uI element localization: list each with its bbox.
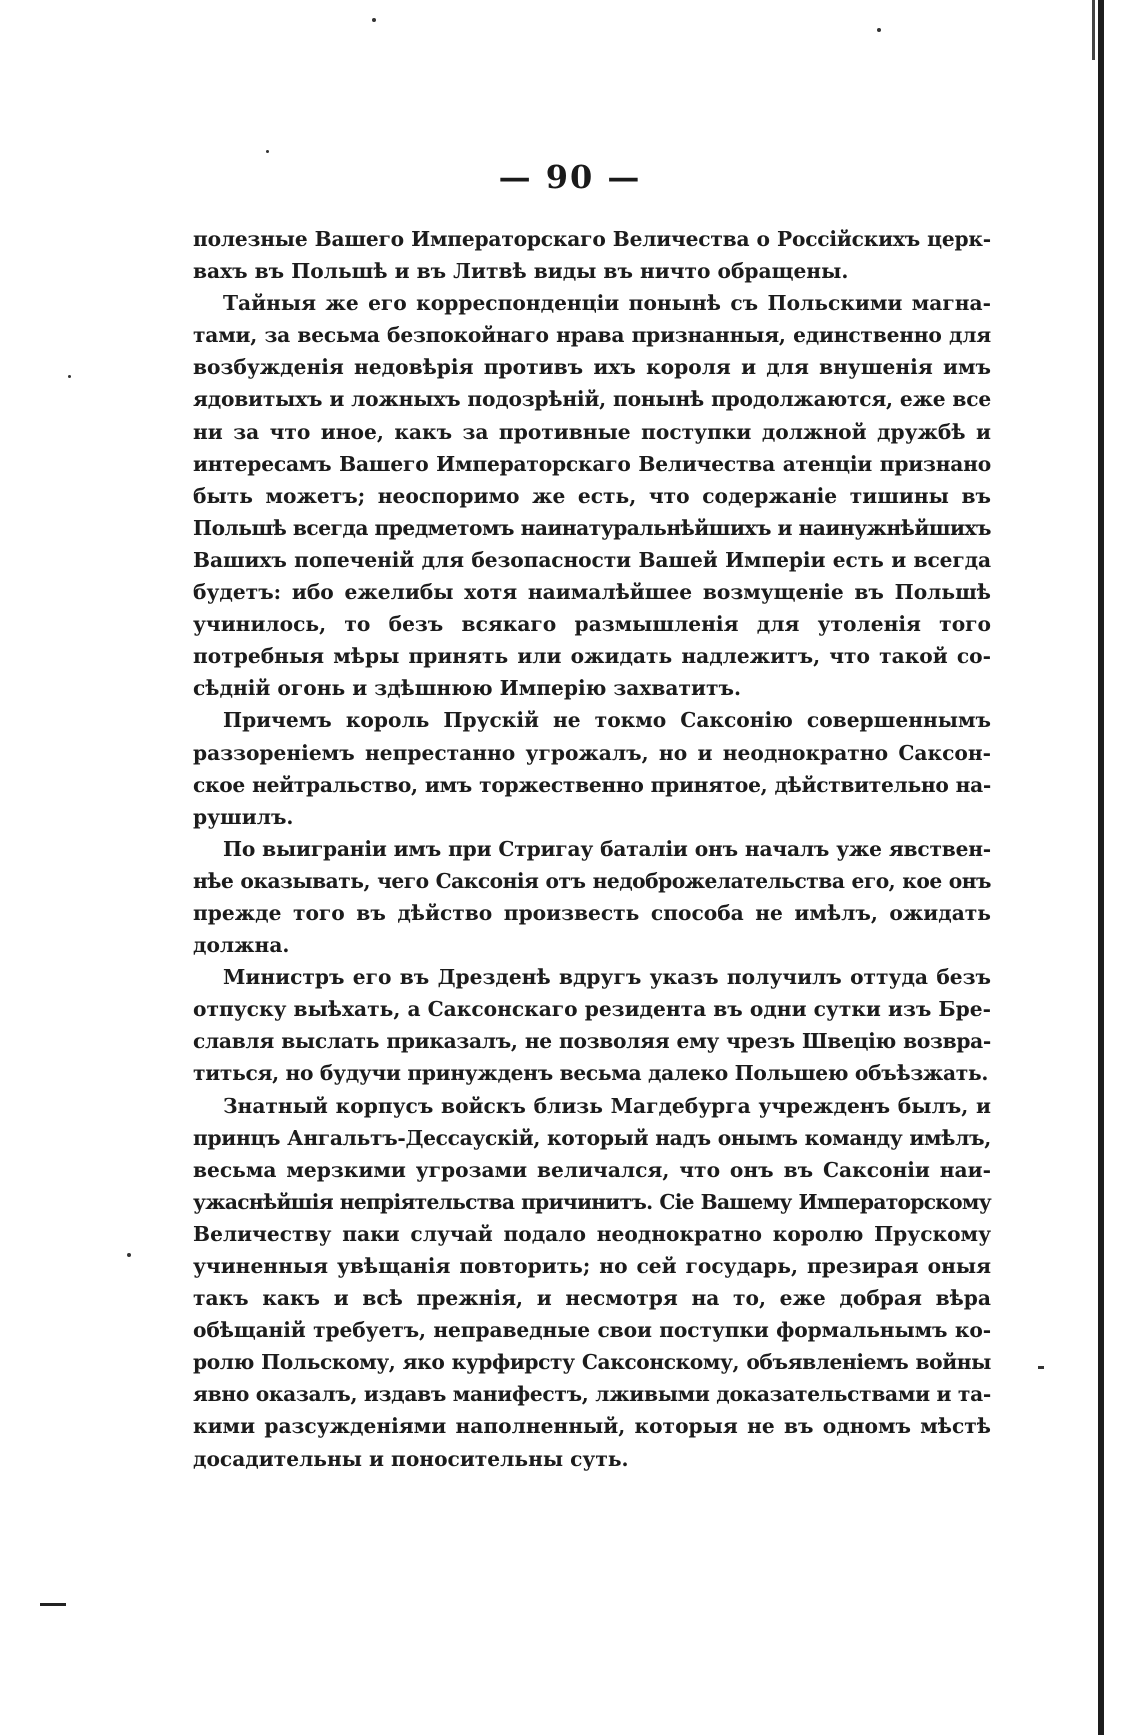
paragraph [193, 704, 991, 832]
paragraph [193, 961, 991, 1089]
text-line: славля выслать приказалъ, не позволяя ему чрезъ Швецію возвра- [193, 1029, 991, 1054]
text-line: будетъ: ибо ежелибы хотя наималѣйшее возмущеніе въ Польшѣ [193, 580, 991, 605]
text-line: сѣдній огонь и здѣшнюю Имперію захватитъ. [193, 676, 741, 701]
text-line: По выиграніи имъ при Стригау баталіи онъ началъ уже явствен- [223, 836, 991, 861]
text-line: отпуску выѣхать, а Саксонскаго резидента въ одни сутки изъ Бре- [193, 997, 991, 1022]
text-line: титься, но будучи принужденъ весьма далеко Польшею объѣзжать. [193, 1061, 989, 1086]
text-line: вахъ въ Польшѣ и въ Литвѣ виды въ ничто обращены. [193, 259, 849, 284]
text-line: Знатный корпусъ войскъ близь Магдебурга учрежденъ былъ, и [223, 1093, 991, 1118]
text-line: прежде того въ дѣйство произвесть способа не имѣлъ, ожидать [193, 900, 991, 925]
text-line: возбужденія недовѣрія противъ ихъ короля и для внушенія имъ [193, 355, 991, 380]
text-line: учиненныя увѣщанія повторить; но сей государь, презирая оныя [193, 1254, 991, 1278]
binding-edge-mark [1092, 0, 1095, 60]
text-line: Тайныя же его корреспонденціи понынѣ съ Польскими магна- [223, 291, 991, 316]
margin-mark [1038, 1366, 1044, 1369]
paragraph [193, 833, 991, 961]
margin-mark [40, 1603, 66, 1606]
print-speck [372, 18, 376, 22]
text-line: Величеству паки случай подало неоднократно королю Прускому [193, 1221, 991, 1246]
text-line: раззореніемъ непрестанно угрожалъ, но и неоднократно Саксон- [193, 740, 991, 765]
text-line: полезные Вашего Императорскаго Величества о Россійскихъ церк- [193, 227, 991, 251]
text-line: Польшѣ всегда предметомъ наинатуральнѣйшихъ и наинужнѣйшихъ [193, 515, 992, 540]
text-line: ядовитыхъ и ложныхъ подозрѣній, понынѣ продолжаются, еже все [193, 387, 991, 412]
paragraph [193, 1090, 991, 1475]
text-line: весьма мерзкими угрозами величался, что онъ въ Саксоніи наи- [193, 1157, 991, 1182]
text-line: кими разсужденіями наполненный, которыя не въ одномъ мѣстѣ [193, 1414, 991, 1439]
text-line: такъ какъ и всѣ прежнія, и несмотря на то, еже добрая вѣра [193, 1286, 991, 1311]
paragraph [193, 287, 991, 704]
print-speck [68, 375, 71, 378]
text-line: досадительны и поносительны суть. [193, 1446, 629, 1471]
body-text [193, 223, 991, 1475]
text-line: рушилъ. [193, 804, 294, 829]
print-speck [877, 28, 881, 32]
text-line: Причемъ король Прускій не токмо Саксонію совершеннымъ [223, 708, 991, 733]
text-line: ужаснѣйшія непріятельства причинитъ. Сіе Вашему Императорскому [193, 1189, 991, 1214]
text-line: учинилось, то безъ всякаго размышленія для утоленія того [193, 612, 991, 637]
text-line: ни за что иное, какъ за противные поступки должной дружбѣ и [193, 419, 991, 444]
text-line: обѣщаній требуетъ, неправедные свои поступки формальнымъ ко- [193, 1318, 991, 1343]
text-line: быть можетъ; неоспоримо же есть, что содержаніе тишины въ [193, 483, 991, 508]
text-line: тами, за весьма безпокойнаго нрава признанныя, единственно для [193, 323, 991, 348]
text-line: ское нейтральство, имъ торжественно принятое, дѣйствительно на- [193, 772, 991, 797]
text-line: принцъ Ангальтъ-Дессаускій, который надъ онымъ команду имѣлъ, [193, 1125, 991, 1150]
text-line: явно оказалъ, издавъ манифестъ, лживыми доказательствами и та- [193, 1382, 991, 1407]
text-line: должна. [193, 933, 290, 958]
text-line: потребныя мѣры принять или ожидать надлежитъ, что такой со- [193, 644, 991, 669]
paragraph [193, 223, 991, 287]
text-line: ролю Польскому, яко курфирсту Саксонскому, объявленіемъ войны [193, 1350, 991, 1375]
print-speck [266, 150, 269, 153]
print-speck [127, 1253, 131, 1257]
page-number: — 90 — [498, 158, 642, 196]
text-line: Министръ его въ Дрезденѣ вдругъ указъ получилъ оттуда безъ [223, 965, 991, 990]
book-binding-edge [1098, 0, 1104, 1735]
text-line: Вашихъ попеченій для безопасности Вашей Имперіи есть и всегда [193, 547, 991, 572]
text-line: нѣе оказывать, чего Саксонія отъ недоброжелательства его, кое онъ [193, 868, 991, 893]
text-line: интересамъ Вашего Императорскаго Величества атенціи признано [193, 451, 991, 476]
